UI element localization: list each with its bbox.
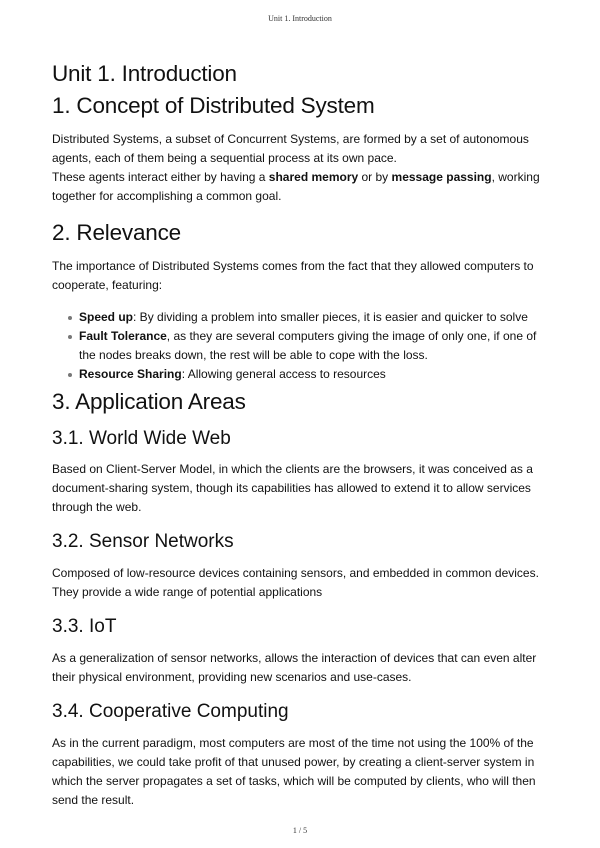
concept-text-2c: or by xyxy=(358,170,392,185)
term-shared-memory: shared memory xyxy=(268,170,359,185)
list-item xyxy=(79,308,552,327)
relevance-list xyxy=(52,308,552,384)
iot-paragraph: As a generalization of sensor networks, allows the interaction of devices that can even alter their physical environment, providing new scenarios and use-cases. xyxy=(52,650,537,684)
concept-text-2e: , working together for accomplishing a common goal. xyxy=(52,170,540,204)
list-item xyxy=(79,365,552,384)
subsection-heading-www: 3.1. World Wide Web xyxy=(52,427,231,449)
concept-paragraph xyxy=(52,130,552,206)
list-item-text: : By dividing a problem into smaller pieces, it is easier and quicker to solve xyxy=(133,310,528,325)
section-heading-concept: 1. Concept of Distributed System xyxy=(52,93,375,119)
document-body xyxy=(52,60,552,823)
bullet-icon xyxy=(68,316,72,320)
list-item-term: Resource Sharing xyxy=(79,367,182,382)
bullet-icon xyxy=(68,335,72,339)
cooperative-computing-paragraph: As in the current paradigm, most computers are most of the time not using the 100% of the capabilities, we could take profit of that unused power, by creating a client-server system in which the server propagates a set of tasks, which will be computed by clients, who will then send the result. xyxy=(52,735,536,807)
subsection-heading-sensor-networks: 3.2. Sensor Networks xyxy=(52,531,234,553)
running-header: Unit 1. Introduction xyxy=(268,14,332,23)
list-item-term: Speed up xyxy=(79,310,134,325)
concept-text-1: Distributed Systems, a subset of Concurrent Systems, are formed by a set of autonomous agents, each of them being a sequential process at its own pace. xyxy=(52,132,529,166)
term-message-passing: message passing xyxy=(391,170,492,185)
concept-text-2a: These agents interact either by having a xyxy=(52,170,269,185)
list-item-text: , as they are several computers giving the image of only one, if one of the nodes breaks down, the rest will be able to cope with the loss. xyxy=(79,329,537,363)
bullet-icon xyxy=(68,373,72,377)
list-item xyxy=(79,327,552,365)
section-heading-application-areas: 3. Application Areas xyxy=(52,389,246,415)
list-item-term: Fault Tolerance xyxy=(79,329,167,344)
relevance-intro: The importance of Distributed Systems comes from the fact that they allowed computers to cooperate, featuring: xyxy=(52,259,534,293)
subsection-heading-cooperative-computing: 3.4. Cooperative Computing xyxy=(52,700,289,722)
document-title: Unit 1. Introduction xyxy=(52,61,237,86)
sensor-networks-paragraph: Composed of low-resource devices containing sensors, and embedded in common devices. They provide a wide range of potential applications xyxy=(52,566,539,599)
list-item-text: : Allowing general access to resources xyxy=(181,367,386,382)
www-paragraph: Based on Client-Server Model, in which the clients are the browsers, it was conceived as a document-sharing system, though its capabilities has allowed to extend it to allow services through the web. xyxy=(52,462,533,515)
section-heading-relevance: 2. Relevance xyxy=(52,220,181,246)
subsection-heading-iot: 3.3. IoT xyxy=(52,616,117,637)
page-number: 1 / 5 xyxy=(292,826,308,835)
